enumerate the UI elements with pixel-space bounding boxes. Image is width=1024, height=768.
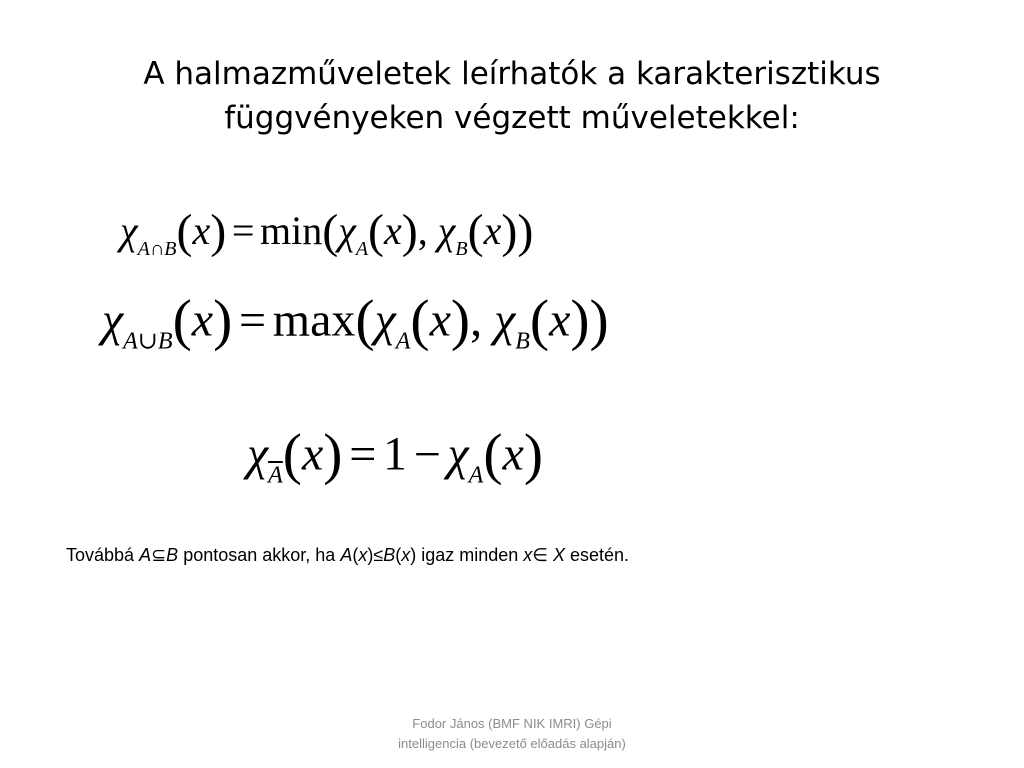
variable-x: x xyxy=(401,545,411,565)
argument-x: x xyxy=(502,427,524,481)
formula-intersection xyxy=(120,204,533,261)
subscript-a: A xyxy=(355,238,369,261)
open-paren: ( xyxy=(368,205,385,258)
close-paren: ) xyxy=(450,289,471,352)
argument-x: x xyxy=(301,427,324,481)
note-text: esetén. xyxy=(565,545,630,565)
variable-x: x xyxy=(523,545,533,565)
chi-symbol: χ xyxy=(120,208,138,254)
note-text: ( xyxy=(352,545,359,565)
equals-sign: = xyxy=(238,293,267,347)
open-paren: ( xyxy=(322,205,339,258)
subset-symbol: ⊆ xyxy=(151,545,167,565)
max-function: max xyxy=(272,293,356,347)
note-text: igaz minden xyxy=(416,545,524,565)
variable-x: x xyxy=(358,545,368,565)
chi-symbol: χ xyxy=(437,208,456,254)
slide-title xyxy=(0,52,1024,140)
open-paren: ( xyxy=(355,289,375,352)
note-text: pontosan akkor, ha xyxy=(178,545,341,565)
close-paren: ) xyxy=(401,205,418,258)
universe-x: X xyxy=(553,545,566,565)
subset-note xyxy=(66,545,629,566)
chi-symbol: χ xyxy=(494,293,516,347)
minus-sign: − xyxy=(413,427,441,481)
chi-symbol: χ xyxy=(447,427,469,481)
subscript-b: B xyxy=(515,328,530,355)
set-b: B xyxy=(166,545,179,565)
note-text: Továbbá xyxy=(66,545,140,565)
argument-x: x xyxy=(191,293,214,347)
chi-symbol: χ xyxy=(374,293,396,347)
close-paren: ) xyxy=(210,205,227,258)
subscript-a-cap-b: A∩B xyxy=(137,238,177,261)
formula-complement xyxy=(247,422,543,490)
chi-symbol: χ xyxy=(102,293,124,347)
subscript-b: B xyxy=(455,238,468,261)
comma: , xyxy=(470,293,495,347)
open-paren: ( xyxy=(467,205,484,258)
argument-x: x xyxy=(483,208,502,254)
note-text: ( xyxy=(395,545,402,565)
subscript-a: A xyxy=(468,462,484,489)
open-paren: ( xyxy=(172,289,192,352)
close-paren: )) xyxy=(570,289,609,352)
equals-sign: = xyxy=(231,208,255,254)
note-text: ) xyxy=(410,545,417,565)
footer-line-1: Fodor János (BMF NIK IMRI) Gépi xyxy=(412,716,612,731)
set-b: B xyxy=(383,545,396,565)
open-paren: ( xyxy=(410,289,430,352)
close-paren: ) xyxy=(213,289,233,352)
open-paren: ( xyxy=(176,205,193,258)
argument-x: x xyxy=(192,208,211,254)
set-a: A xyxy=(340,545,353,565)
comma: , xyxy=(417,208,438,254)
title-line-2: függvényeken végzett műveletekkel: xyxy=(224,100,800,136)
note-text: ) xyxy=(367,545,374,565)
slide-footer xyxy=(0,714,1024,754)
argument-x: x xyxy=(549,293,571,347)
argument-x: x xyxy=(429,293,451,347)
chi-symbol: χ xyxy=(338,208,356,254)
title-line-1: A halmazműveletek leírhatók a karakterisztikus xyxy=(143,56,881,92)
min-function: min xyxy=(259,208,323,254)
number-one: 1 xyxy=(383,427,407,481)
close-paren: )) xyxy=(501,205,534,258)
leq-symbol: ≤ xyxy=(373,545,384,565)
argument-x: x xyxy=(384,208,402,254)
equals-sign: = xyxy=(349,427,377,481)
subscript-a-complement: A xyxy=(268,462,283,489)
set-a: A xyxy=(139,545,152,565)
open-paren: ( xyxy=(483,423,503,486)
subscript-a: A xyxy=(395,328,411,355)
close-paren: ) xyxy=(523,423,543,486)
element-of-symbol: ∈ xyxy=(532,545,548,565)
open-paren: ( xyxy=(529,289,550,352)
subscript-a-cup-b: A∪B xyxy=(123,328,173,355)
close-paren: ) xyxy=(323,423,343,486)
open-paren: ( xyxy=(282,423,302,486)
formula-union xyxy=(102,288,609,356)
chi-symbol: χ xyxy=(247,427,269,481)
footer-line-2: intelligencia (bevezető előadás alapján) xyxy=(398,736,626,751)
